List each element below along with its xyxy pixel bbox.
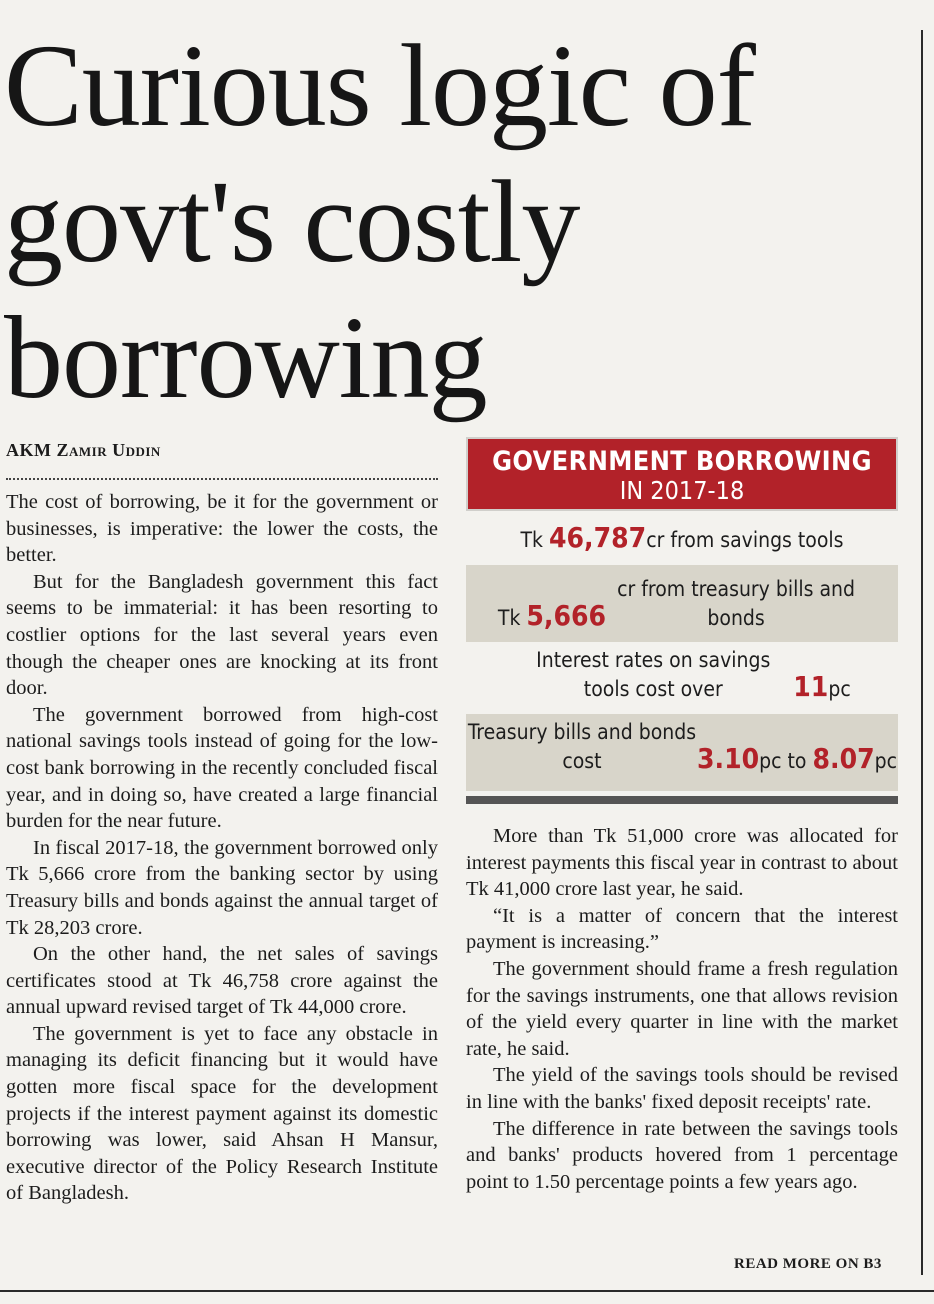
- stat-text: Tk: [520, 528, 549, 552]
- stat-text: cr from savings tools: [646, 528, 844, 552]
- infobox-footer-bar: [466, 796, 898, 804]
- stat-text: pc: [874, 749, 898, 773]
- stat-text: cr from treasury bills and bonds: [617, 577, 856, 630]
- stat-interest-rate: [466, 642, 898, 714]
- paragraph: The government is yet to face any obstacle in managing its deficit financing but it would have gotten more fiscal space for the development projects if the interest payment against its domestic borrowing was lower, said Ahsan H Mansur, executive director of the Policy Research Institute of Bangladesh.: [6, 1022, 438, 1205]
- paragraph: More than Tk 51,000 crore was allocated for interest payments this fiscal year in contrast to about Tk 41,000 crore last year, he said.: [466, 825, 898, 901]
- stat-text: pc to: [759, 749, 813, 773]
- stat-savings-tools: [466, 511, 898, 565]
- paragraph: But for the Bangladesh government this fact seems to be immaterial: it has been resorting to costlier options for the last several years even though the cheaper ones are knocking at its front door.: [6, 570, 438, 700]
- read-more-link[interactable]: READ MORE ON B3: [734, 1256, 882, 1272]
- infobox-header: [466, 437, 898, 511]
- stat-text: Tk: [497, 606, 527, 630]
- stat-treasury-rates: [466, 714, 898, 791]
- headline: Curious logic of govt's costly borrowing: [4, 20, 755, 423]
- column-rule-right: [921, 30, 923, 1275]
- article-column-right: [466, 823, 898, 1195]
- byline: AKM Zamir Uddin: [6, 440, 161, 460]
- stat-text: Treasury bills and bonds cost: [467, 720, 697, 773]
- stat-value: 8.07: [812, 742, 875, 775]
- stat-value: 46,787: [548, 521, 647, 554]
- paragraph: The yield of the savings tools should be revised in line with the banks' fixed deposit receipts' rate.: [466, 1064, 898, 1113]
- infobox-subtitle: IN 2017-18: [619, 476, 745, 505]
- paragraph: In fiscal 2017-18, the government borrowed only Tk 5,666 crore from the banking sector by using Treasury bills and bonds against the annual target of Tk 28,203 crore.: [6, 836, 438, 939]
- paragraph: The government borrowed from high-cost national savings tools instead of going for the low-cost bank borrowing in the recently concluded fiscal year, and in doing so, have created a large financial burden for the near future.: [6, 703, 438, 833]
- stat-value: 3.10: [696, 742, 760, 775]
- infobox-government-borrowing: [466, 437, 898, 804]
- stat-text: pc: [828, 677, 851, 701]
- stat-value: 5,666: [526, 599, 607, 632]
- stat-text: Interest rates on savings tools cost over: [536, 648, 771, 701]
- paragraph: On the other hand, the net sales of savings certificates stood at Tk 46,758 crore against the annual upward revised target of Tk 44,000 crore.: [6, 943, 438, 1019]
- paragraph: The government should frame a fresh regulation for the savings instruments, one that allows revision of the yield every quarter in line with the market rate, he said.: [466, 957, 898, 1060]
- paragraph: “It is a matter of concern that the interest payment is increasing.”: [466, 904, 898, 954]
- paragraph: The difference in rate between the savings tools and banks' products hovered from 1 percentage point to 1.50 percentage points a few years ago.: [466, 1117, 898, 1193]
- paragraph: The cost of borrowing, be it for the government or businesses, is imperative: the lower the costs, the better.: [6, 491, 438, 567]
- page-rule-bottom: [0, 1290, 934, 1292]
- infobox-title: GOVERNMENT BORROWING: [492, 446, 872, 477]
- byline-divider: [6, 478, 438, 480]
- stat-value: 11: [793, 670, 829, 703]
- stat-treasury: [466, 565, 898, 642]
- article-column-left: [6, 489, 438, 1207]
